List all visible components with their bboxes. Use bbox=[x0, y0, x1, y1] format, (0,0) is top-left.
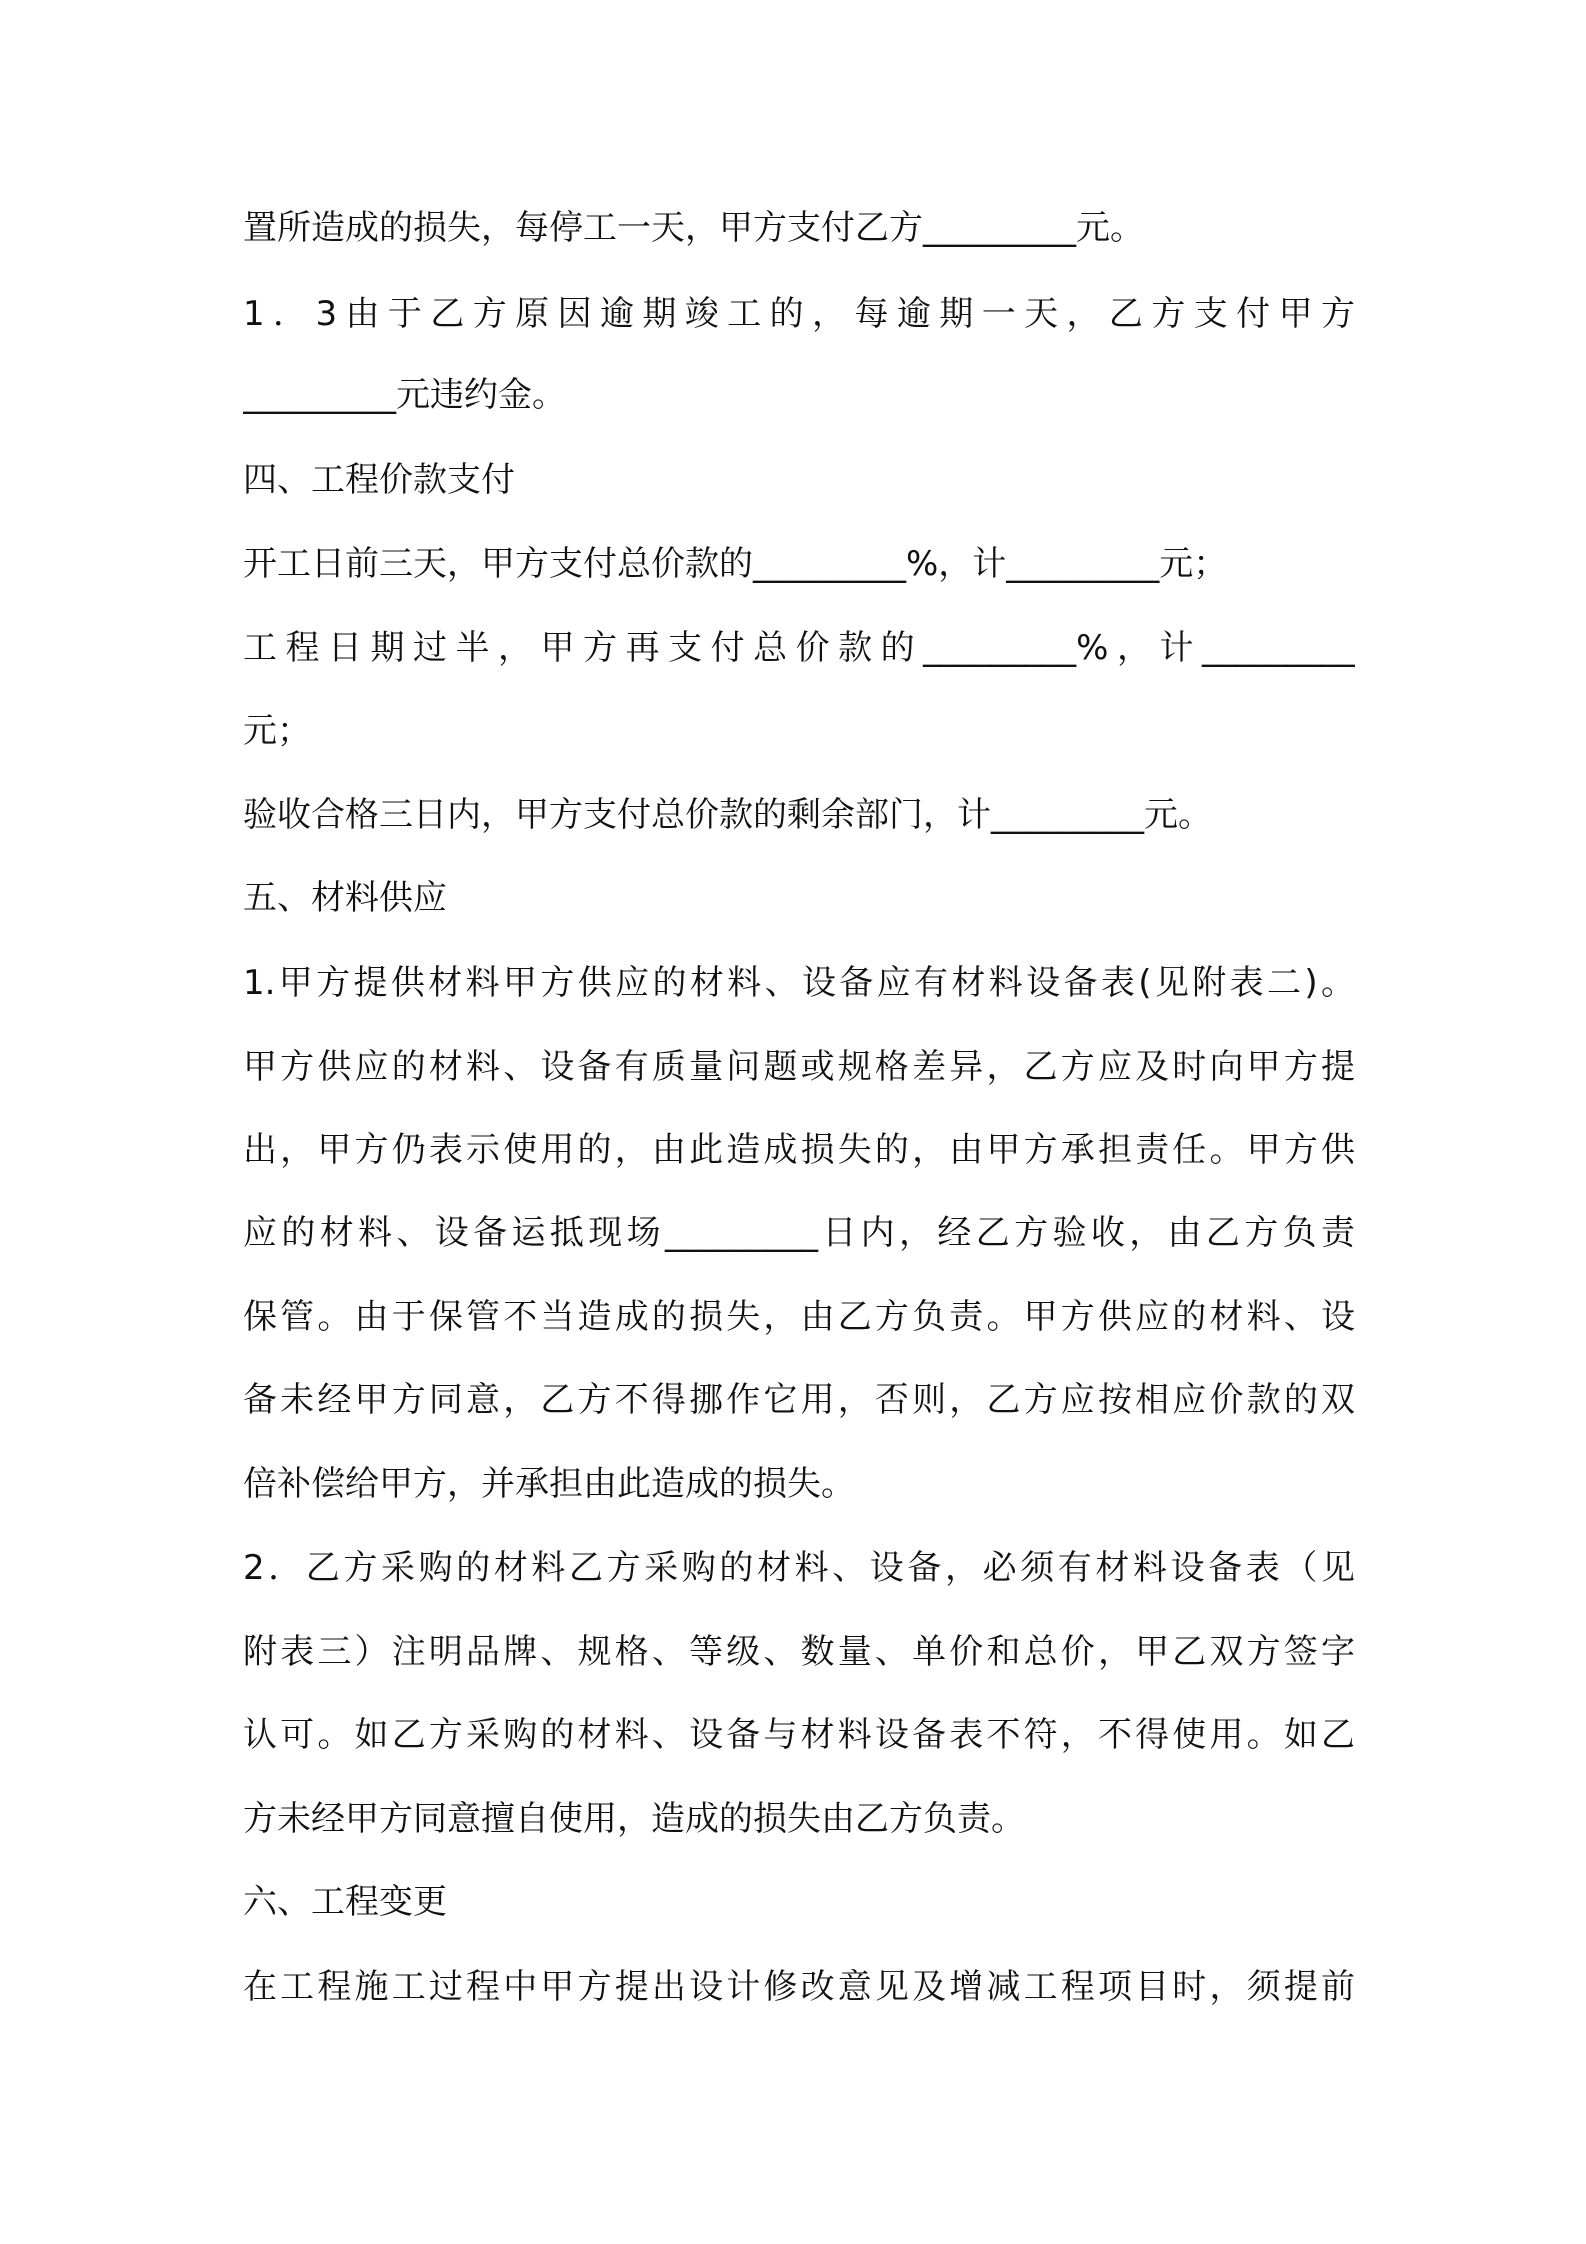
text-line: 1.甲方提供材料甲方供应的材料、设备应有材料设备表(见附表二)。 bbox=[243, 963, 1355, 1003]
text-line: 备未经甲方同意，乙方不得挪作它用，否则，乙方应按相应价款的双 bbox=[243, 1380, 1355, 1420]
text-line: 2．乙方采购的材料乙方采购的材料、设备，必须有材料设备表（见 bbox=[243, 1548, 1355, 1588]
text-line: 开工日前三天，甲方支付总价款的_________%，计_________元； bbox=[243, 544, 1228, 584]
text-line: 在工程施工过程中甲方提出设计修改意见及增减工程项目时，须提前 bbox=[243, 1967, 1355, 2007]
text-line: 甲方供应的材料、设备有质量问题或规格差异，乙方应及时向甲方提 bbox=[243, 1047, 1355, 1087]
text-line: 工程日期过半，甲方再支付总价款的_________%，计_________ bbox=[243, 628, 1355, 668]
text-line: 附表三）注明品牌、规格、等级、数量、单价和总价，甲乙双方签字 bbox=[243, 1632, 1355, 1672]
text-line: _________元违约金。 bbox=[243, 375, 566, 415]
text-line: 认可。如乙方采购的材料、设备与材料设备表不符，不得使用。如乙 bbox=[243, 1715, 1355, 1755]
section-heading: 四、工程价款支付 bbox=[243, 460, 515, 500]
document-page bbox=[243, 0, 1355, 2244]
text-line: 方未经甲方同意擅自使用，造成的损失由乙方负责。 bbox=[243, 1799, 1025, 1839]
text-line: 置所造成的损失，每停工一天，甲方支付乙方_________元。 bbox=[243, 208, 1144, 248]
text-line: 出，甲方仍表示使用的，由此造成损失的，由甲方承担责任。甲方供 bbox=[243, 1130, 1355, 1170]
text-line: 1．3由于乙方原因逾期竣工的，每逾期一天，乙方支付甲方 bbox=[243, 294, 1355, 334]
text-line: 保管。由于保管不当造成的损失，由乙方负责。甲方供应的材料、设 bbox=[243, 1297, 1355, 1337]
text-line: 验收合格三日内，甲方支付总价款的剩余部门，计_________元。 bbox=[243, 795, 1212, 835]
section-heading: 六、工程变更 bbox=[243, 1882, 447, 1922]
text-line: 元； bbox=[243, 711, 311, 751]
text-line: 倍补偿给甲方，并承担由此造成的损失。 bbox=[243, 1464, 855, 1504]
section-heading: 五、材料供应 bbox=[243, 878, 447, 918]
text-line: 应的材料、设备运抵现场_________日内，经乙方验收，由乙方负责 bbox=[243, 1213, 1355, 1253]
